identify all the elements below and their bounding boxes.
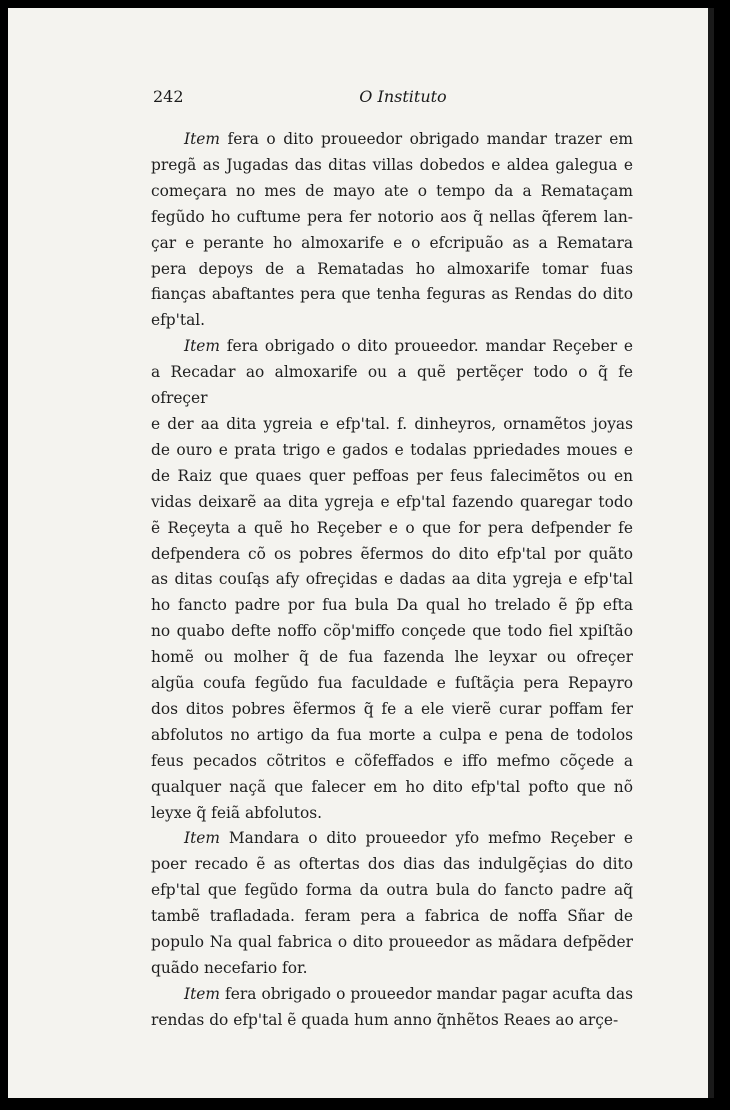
text-line [151, 282, 633, 308]
item-lead-word: Item [184, 337, 220, 356]
journal-title: O Instituto [359, 87, 447, 106]
text-line [151, 464, 633, 490]
line-text: fegũdo ho cuftume pera fer notorio aos q̃ nellas q̃ferem lan- [151, 207, 633, 226]
text-line [151, 179, 633, 205]
paragraph [151, 127, 633, 334]
line-text: fera obrigado o dito proueedor. mandar Reçeber e [226, 337, 633, 356]
line-text: vidas deixarẽ aa dita ygreja e efp'tal fazendo quaregar todo [151, 492, 633, 511]
line-text: Mandara o dito proueedor yfo mefmo Reçeber e [228, 829, 633, 848]
line-text: pera depoys de a Rematadas ho almoxarife tomar fuas [151, 259, 633, 278]
line-text: as ditas couſąs afy ofreçidas e dadas aa dita ygreja e efp'tal [151, 570, 633, 589]
text-line [151, 775, 633, 801]
line-text: fera obrigado o proueedor mandar pagar acufta das [225, 984, 633, 1003]
line-text: fera o dito proueedor obrigado mandar trazer em [227, 130, 633, 148]
text-line [151, 516, 633, 542]
text-line [151, 127, 633, 153]
text-line [151, 438, 633, 464]
text-line [151, 645, 633, 671]
text-line [151, 1008, 633, 1034]
line-text: dos ditos pobres ẽfermos q̃ fe a ele vierẽ curar poffam fer [151, 699, 633, 718]
text-line [151, 956, 633, 982]
line-text: algũa coufa fegũdo fua faculdade e fuſtãçia pera Repayro [151, 674, 633, 693]
page-number: 242 [153, 87, 184, 106]
running-head [153, 87, 623, 107]
line-text: pregã as Jugadas das ditas villas dobedos e aldea galegua e [151, 155, 633, 174]
text-line [151, 826, 633, 852]
paragraph [151, 826, 633, 981]
line-text: defpendera cõ os pobres ẽfermos do dito efp'tal por quãto [151, 544, 633, 563]
text-line [151, 231, 633, 257]
item-lead-word: Item [184, 829, 220, 848]
line-text: tambẽ trafladada. feram pera a fabrica de noffa Sñar de [151, 907, 633, 926]
line-text: ẽ Reçeyta a quẽ ho Reçeber e o que for pera defpender fe [151, 518, 633, 537]
line-text: a Recadar ao almoxarife ou a quẽ pertẽçer todo o q̃ fe ofreçer [151, 363, 633, 408]
body-text [151, 127, 633, 1034]
line-text: fianças abaftantes pera que tenha feguras as Rendas do dito [151, 285, 633, 304]
line-text: ho fancto padre por fua bula Da qual ho trelado ẽ p̃p efta [151, 596, 633, 615]
line-text: de Raiz que quaes quer peffoas per feus falecimẽtos ou en [151, 466, 633, 485]
text-line [151, 749, 633, 775]
paragraph [151, 982, 633, 1034]
line-text: feus pecados cõtritos e cõfeffados e iffo mefmo cõçede a [151, 751, 633, 770]
line-text: homẽ ou molher q̃ de fua fazenda lhe leyxar ou ofreçer [151, 648, 633, 667]
text-line [151, 593, 633, 619]
line-text: leyxe q̃ feiã abfolutos. [151, 803, 323, 822]
line-text: abfolutos no artigo da fua morte a culpa e pena de todolos [151, 725, 633, 744]
text-line [151, 930, 633, 956]
text-line [151, 308, 633, 334]
text-line [151, 904, 633, 930]
line-text: qualquer naçã que falecer em ho dito efp'tal pofto que nõ [151, 777, 633, 796]
text-line [151, 723, 633, 749]
text-line [151, 360, 633, 412]
text-line [151, 982, 633, 1008]
item-lead-word: Item [184, 130, 220, 148]
text-line [151, 671, 633, 697]
line-text: de ouro e prata trigo e gados e todalas ppriedades moues e [151, 440, 633, 459]
text-line [151, 697, 633, 723]
item-lead-word: Item [184, 984, 220, 1003]
line-text: populo Na qual fabrica o dito proueedor as mãdara defpẽder [151, 933, 633, 952]
line-text: e der aa dita ygreia e efp'tal. f. dinheyros, ornamẽtos joyas [151, 414, 633, 433]
text-line [151, 490, 633, 516]
text-line [151, 852, 633, 878]
text-line [151, 412, 633, 438]
line-text: no quabo defte noffo cõp'miffo conçede que todo fiel xpiſtão [151, 622, 633, 641]
text-line [151, 153, 633, 179]
line-text: efp'tal. [151, 311, 206, 330]
line-text: poer recado ẽ as oftertas dos dias das indulgẽçias do dito [151, 855, 633, 874]
text-line [151, 878, 633, 904]
text-line [151, 567, 633, 593]
text-line [151, 205, 633, 231]
line-text: começara no mes de mayo ate o tempo da a Remataçam [151, 181, 633, 200]
line-text: efp'tal que fegũdo forma da outra bula do fancto padre aq̃ [151, 881, 633, 900]
line-text: rendas do efp'tal ẽ quada hum anno q̃nhẽtos Reaes ao arçe- [151, 1010, 619, 1029]
text-line [151, 619, 633, 645]
text-line [151, 542, 633, 568]
line-text: quãdo necefario for. [151, 959, 308, 977]
document-page [8, 8, 714, 1098]
text-line [151, 801, 633, 827]
paragraph [151, 334, 633, 826]
text-line [151, 334, 633, 360]
text-line [151, 257, 633, 283]
line-text: çar e perante ho almoxarife e o efcripuão as a Rematara [151, 233, 633, 252]
